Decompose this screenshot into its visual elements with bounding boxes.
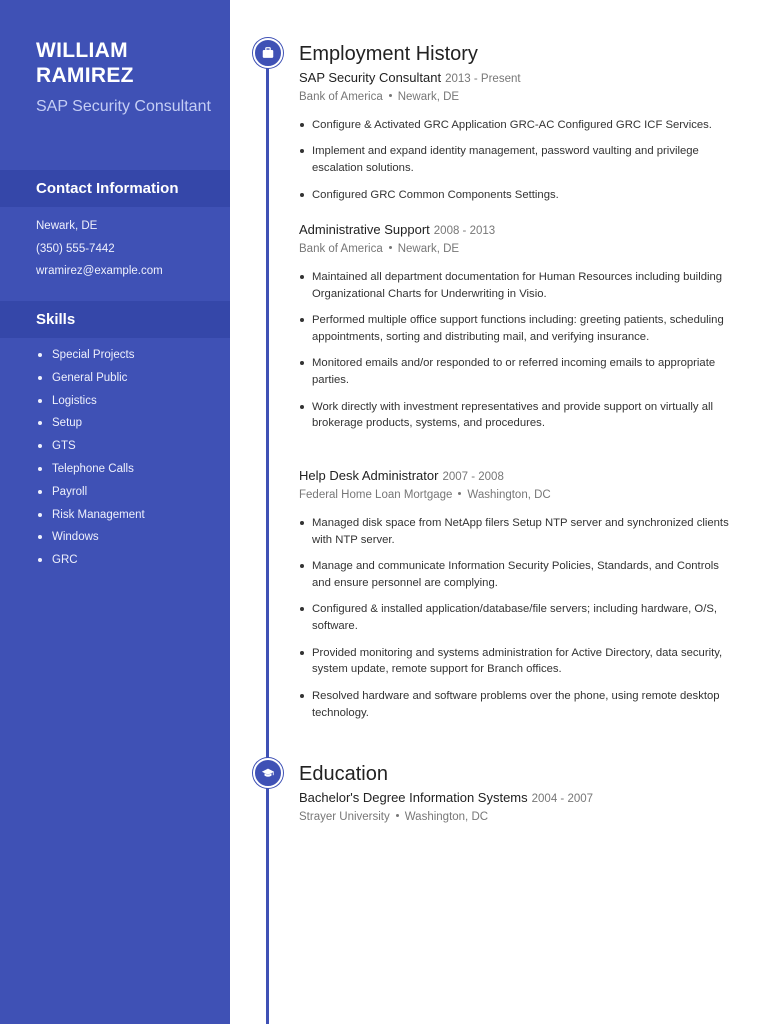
- bullet-dot: [300, 521, 304, 525]
- job-entry: [299, 221, 739, 442]
- degree-dates: 2004 - 2007: [531, 793, 594, 805]
- job-location: Newark, DE: [397, 243, 460, 255]
- contact-location: Newark, DE: [36, 220, 98, 232]
- job-title: Administrative Support: [299, 222, 430, 237]
- separator-dot: [396, 814, 399, 817]
- school-line: [299, 808, 739, 826]
- list-item: Configured GRC Common Components Settings.: [299, 187, 739, 204]
- bullet-dot: [300, 405, 304, 409]
- job-employer: [299, 88, 739, 106]
- skill-item: Special Projects: [36, 344, 145, 367]
- list-item: Provided monitoring and systems administration for Active Directory, data security, system update, remote support for Branch offices.: [299, 645, 739, 679]
- job-bullets: [299, 515, 739, 721]
- contact-phone: (350) 555-7442: [36, 242, 115, 255]
- candidate-title: SAP Security Consultant: [36, 98, 211, 115]
- job-bullets: [299, 117, 739, 203]
- bullet-dot: [300, 361, 304, 365]
- skill-item: Telephone Calls: [36, 458, 145, 481]
- bullet-dot: [38, 558, 42, 562]
- contact-list: [36, 215, 163, 283]
- list-item: Implement and expand identity management, password vaulting and privilege escalation solutions.: [299, 143, 739, 177]
- job-dates: 2007 - 2008: [442, 471, 504, 483]
- bullet-dot: [38, 490, 42, 494]
- job-company: Bank of America: [299, 91, 383, 103]
- job-bullets: [299, 269, 739, 432]
- list-item: Performed multiple office support functions including: greeting patients, scheduling appointments, sorting and distributing mail, and verifying insurance.: [299, 312, 739, 346]
- bullet-dot: [300, 564, 304, 568]
- skills-list: [36, 344, 145, 572]
- skill-item: Payroll: [36, 481, 145, 504]
- job-title-line: [299, 221, 739, 240]
- list-item: Configure & Activated GRC Application GRC-AC Configured GRC ICF Services.: [299, 117, 739, 134]
- education-entry: [299, 789, 739, 826]
- education-heading: Education: [299, 763, 388, 785]
- job-location: Newark, DE: [397, 91, 460, 103]
- degree-line: [299, 789, 739, 808]
- job-employer: [299, 486, 739, 504]
- skill-item: Logistics: [36, 390, 145, 413]
- list-item: Resolved hardware and software problems over the phone, using remote desktop technology.: [299, 688, 739, 722]
- school-name: Strayer University: [299, 811, 390, 823]
- bullet-dot: [300, 694, 304, 698]
- skill-item: GRC: [36, 549, 145, 572]
- degree-title: Bachelor's Degree Information Systems: [299, 790, 528, 805]
- graduation-cap-glyph: [261, 766, 275, 780]
- job-employer: [299, 240, 739, 258]
- skill-item: Risk Management: [36, 504, 145, 527]
- timeline-line: [266, 52, 269, 1024]
- skill-item: Setup: [36, 412, 145, 435]
- contact-heading: Contact Information: [0, 170, 230, 207]
- job-dates: 2008 - 2013: [433, 225, 496, 237]
- separator-dot: [458, 492, 461, 495]
- job-company: Bank of America: [299, 243, 383, 255]
- bullet-dot: [38, 467, 42, 471]
- bullet-dot: [300, 318, 304, 322]
- job-title: Help Desk Administrator: [299, 468, 439, 483]
- bullet-dot: [38, 376, 42, 380]
- bullet-dot: [38, 444, 42, 448]
- bullet-dot: [38, 353, 42, 357]
- bullet-dot: [300, 651, 304, 655]
- list-item: Maintained all department documentation for Human Resources including building Organizational Charts for Underwriting in Visio.: [299, 269, 739, 303]
- job-title-line: [299, 69, 739, 88]
- bullet-dot: [300, 193, 304, 197]
- bullet-dot: [300, 607, 304, 611]
- briefcase-glyph: [261, 46, 275, 60]
- sidebar: [0, 0, 230, 1024]
- list-item: Monitored emails and/or responded to or referred incoming emails to appropriate parties.: [299, 355, 739, 389]
- job-location: Washington, DC: [467, 489, 551, 501]
- job-company: Federal Home Loan Mortgage: [299, 489, 453, 501]
- skills-heading: Skills: [0, 301, 230, 338]
- job-title: SAP Security Consultant: [299, 70, 442, 85]
- skill-item: General Public: [36, 367, 145, 390]
- bullet-dot: [38, 513, 42, 517]
- bullet-dot: [38, 535, 42, 539]
- list-item: Work directly with investment representatives and provide support on virtually all brokerage products, systems, and procedures.: [299, 399, 739, 433]
- candidate-name: WILLIAM RAMIREZ: [36, 39, 134, 87]
- school-location: Washington, DC: [404, 811, 489, 823]
- separator-dot: [389, 246, 392, 249]
- briefcase-icon: [253, 38, 283, 68]
- graduation-cap-icon: [253, 758, 283, 788]
- bullet-dot: [38, 421, 42, 425]
- separator-dot: [389, 94, 392, 97]
- contact-email[interactable]: wramirez@example.com: [36, 265, 163, 278]
- skill-item: Windows: [36, 526, 145, 549]
- job-dates: 2013 - Present: [445, 73, 521, 85]
- bullet-dot: [300, 123, 304, 127]
- job-entry: [299, 69, 739, 213]
- bullet-dot: [300, 149, 304, 153]
- bullet-dot: [38, 399, 42, 403]
- skill-item: GTS: [36, 435, 145, 458]
- list-item: Managed disk space from NetApp filers Setup NTP server and synchronized clients with NTP server.: [299, 515, 739, 549]
- employment-heading: Employment History: [299, 43, 478, 65]
- job-entry: [299, 467, 739, 731]
- bullet-dot: [300, 275, 304, 279]
- list-item: Configured & installed application/database/file servers; including hardware, O/S, software.: [299, 601, 739, 635]
- list-item: Manage and communicate Information Security Policies, Standards, and Controls and ensure personnel are complying.: [299, 558, 739, 592]
- job-title-line: [299, 467, 739, 486]
